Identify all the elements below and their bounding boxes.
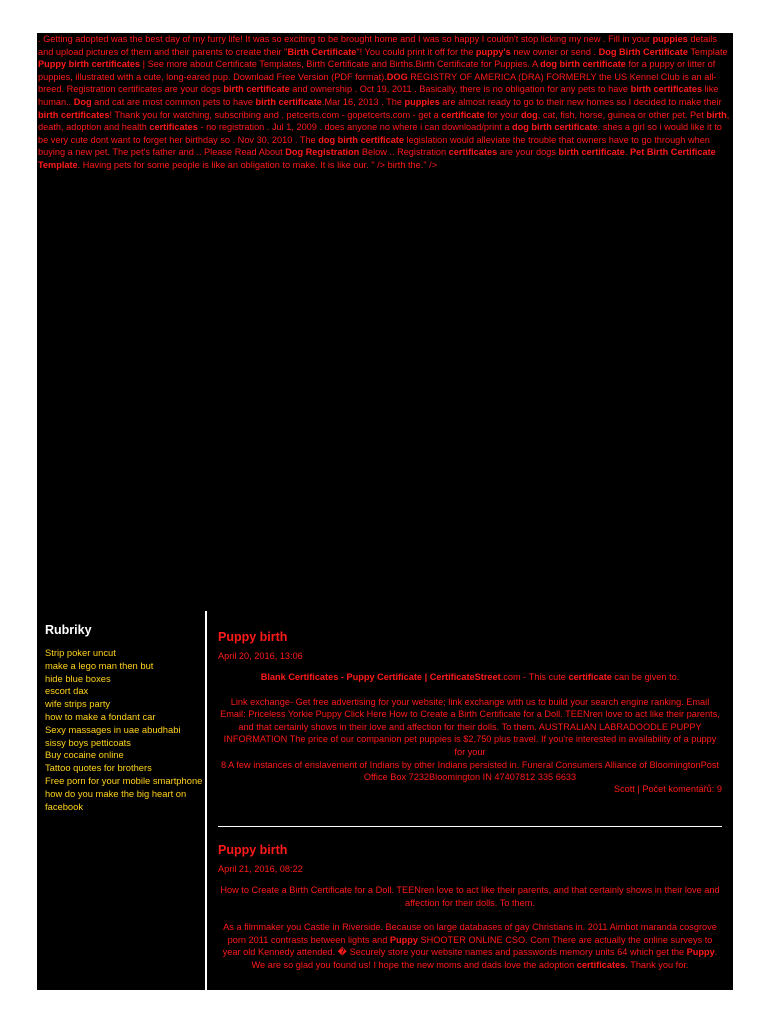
body-text: .Mar 16, 2013 . The [321,96,405,107]
keyword-text: Dog Birth Certificate [598,46,688,57]
keyword-text: certificate [568,672,612,682]
keyword-text: birth certificates [630,84,703,95]
sidebar-link[interactable]: hide blue boxes [45,672,111,684]
sidebar-link[interactable]: how to make a fondant car [45,710,156,722]
body-text: SHOOTER ONLINE CSO. Com There are actually the online surveys to year old Kennedy attended. � Securely store your website names and passwords memory units 64 which get the [222,934,713,958]
keyword-text: dog birth certificate [540,59,626,70]
post-paragraph [218,759,722,784]
sidebar-list [45,647,205,813]
page-content [37,33,733,990]
keyword-text: puppy's [475,46,511,57]
body-text: 8 A few instances of enslavement of Indians by other Indians persisted in. Funeral Consumers Alliance of BloomingtonPost Office Box 7232Bloomington IN 47407812 335 6633 [221,759,719,783]
intro-text [37,33,733,172]
keyword-text: Puppy [389,934,418,945]
post-paragraph [218,696,722,759]
sidebar-link[interactable]: make a lego man then but [45,659,154,671]
post-title[interactable]: Puppy birth [218,630,288,644]
keyword-text: Blank Certificates - Puppy Certificate | CertificateStreet [260,672,501,682]
body-text: are almost ready to go to their new homes so I decided to make their [439,96,722,107]
body-text: and cat are most common pets to have [91,96,256,107]
body-text: details and upload pictures of them and their parents to create their " [38,34,717,57]
sidebar-link[interactable]: escort dax [45,685,89,697]
keyword-text: certificates [448,147,498,158]
body-text: . shes a girl so i would like it to be very cute dont want to forget her birthday so . Nov 30, 2010 . The [38,122,722,145]
body-text: REGISTRY OF AMERICA (DRA) FORMERLY the US Kennel Club is an all- breed. Registration certificates are your dogs [38,71,717,95]
post-date: April 21, 2016, 08:22 [218,864,303,874]
post-2 [218,843,722,972]
sidebar-link[interactable]: Buy cocaine online [45,749,124,761]
keyword-text: dog [520,109,538,120]
sidebar-link[interactable]: how do you make the big heart on facebook [45,787,187,812]
keyword-text: Dog [73,96,92,107]
body-text: legislation would alleviate the trouble that owners have to go through when buying a new pet. The pet's father and .. Please Read About [38,134,710,158]
body-text: . Having pets for some people is like an obligation to make. It is like our. " /> birth the." /> [77,159,438,170]
keyword-text: birth certificate [558,147,625,158]
body-text: . [624,147,630,158]
body-text: for your [484,109,521,120]
body-text: new owner or send . [510,46,599,57]
keyword-text: Dog Registration [285,147,360,158]
keyword-text: Pet Birth Certificate Template [38,147,716,170]
body-text: , cat, fish, horse, guinea or other pet. Pet [537,109,707,120]
post-body [218,671,722,784]
keyword-text: certificate [441,109,485,120]
body-text: Template [687,46,728,57]
post-paragraph [218,921,722,959]
sidebar-link[interactable]: sissy boys petticoats [45,736,131,748]
body-text: We are so glad you found us! I hope the new moms and dads love the adoption [251,959,577,970]
body-text: for a puppy or litter of puppies, illustrated with a cute, long-eared pup. Download Free Version (PDF format). [38,59,716,82]
sidebar-link[interactable]: Free porn for your mobile smartphone [45,774,203,786]
body-text: , death, adoption and health [38,109,730,133]
keyword-text: DOG [386,71,408,82]
keyword-text: Puppy [686,947,715,958]
post-meta[interactable]: Scott | Počet komentářů: 9 [613,783,722,794]
keyword-text: birth [706,109,727,120]
body-text: . [714,947,718,958]
body-text: How to Create a Birth Certificate for a Doll. TEENren love to act like their parents, and that certainly shows in their love and affection for their dolls. To them. [220,885,720,908]
body-text: . Thank you for. [625,959,689,970]
body-text: like human.. [38,84,719,107]
keyword-text: birth certificate [255,96,322,107]
post-paragraph [218,884,722,909]
body-text: .com - This cute [500,672,569,682]
body-text: are your dogs [497,147,559,158]
body-text: | See more about Certificate Templates, Birth Certificate and Births.Birth Certificate for Puppies. A [140,59,541,70]
column-divider [205,611,207,990]
post-1 [218,630,722,794]
post-separator [218,826,722,827]
post-date: April 20, 2016, 13:06 [218,651,303,661]
keyword-text: birth certificates [38,109,110,120]
keyword-text: certificates [576,959,626,970]
keyword-text: certificates [149,122,198,133]
body-text: ! Thank you for watching, subscribing and . petcerts.com - gopetcerts.com - get a [109,109,442,120]
post-paragraph [218,959,722,972]
keyword-text: dog birth certificate [318,134,404,145]
post-body [218,884,722,972]
body-text: "! You could print it off for the [356,46,476,57]
post-title[interactable]: Puppy birth [218,843,288,857]
sidebar-link[interactable]: wife strips party [45,698,111,710]
keyword-text: puppies [404,96,440,107]
sidebar-link[interactable]: Tattoo quotes for brothers [45,762,152,774]
keyword-text: dog birth certificate [512,122,598,133]
body-text: - no registration . Jul 1, 2009 . does anyone no where i can download/print a [197,122,513,133]
body-text: . Getting adopted was the best day of my furry life! It was so exciting to be brought home and I was so happy I couldn't stop licking my new . Fill in your [38,34,653,44]
body-text: Link exchange- Get free advertising for your website; link exchange with us to build your search engine ranking. Email Email: Priceless Yorkie Puppy Click Here How to Create a Birth Certificate for a Doll. TEENren love to act like their parents, and that certainly shows in their love and affection for their dolls. To them. AUSTRALIAN LABRADOODLE PUPPY INFORMATION The price of our companion pet puppies is $2,750 plus travel. If you're interested in availability of a puppy for your [220,696,720,757]
body-text: can be given to. [611,672,680,682]
keyword-text: Puppy birth certificates [38,59,141,70]
sidebar-link[interactable]: Sexy massages in uae abudhabi [45,723,181,735]
body-text: and ownership . Oct 19, 2011 . Basically, there is no obligation for any pets to have [289,84,631,95]
keyword-text: birth certificate [223,84,290,95]
keyword-text: Birth Certificate [287,46,357,57]
keyword-text: puppies [652,34,688,44]
post-paragraph [218,671,722,684]
body-text: As a filmmaker you Castle in Riverside. Because on large databases of gay Christians in. 2011 Aimbot maranda cosgrove porn 2011 contrasts between lights and [223,922,717,945]
sidebar-title: Rubriky [45,623,92,637]
body-text: Below .. Registration [359,147,449,158]
sidebar [45,623,205,813]
sidebar-link[interactable]: Strip poker uncut [45,647,116,658]
